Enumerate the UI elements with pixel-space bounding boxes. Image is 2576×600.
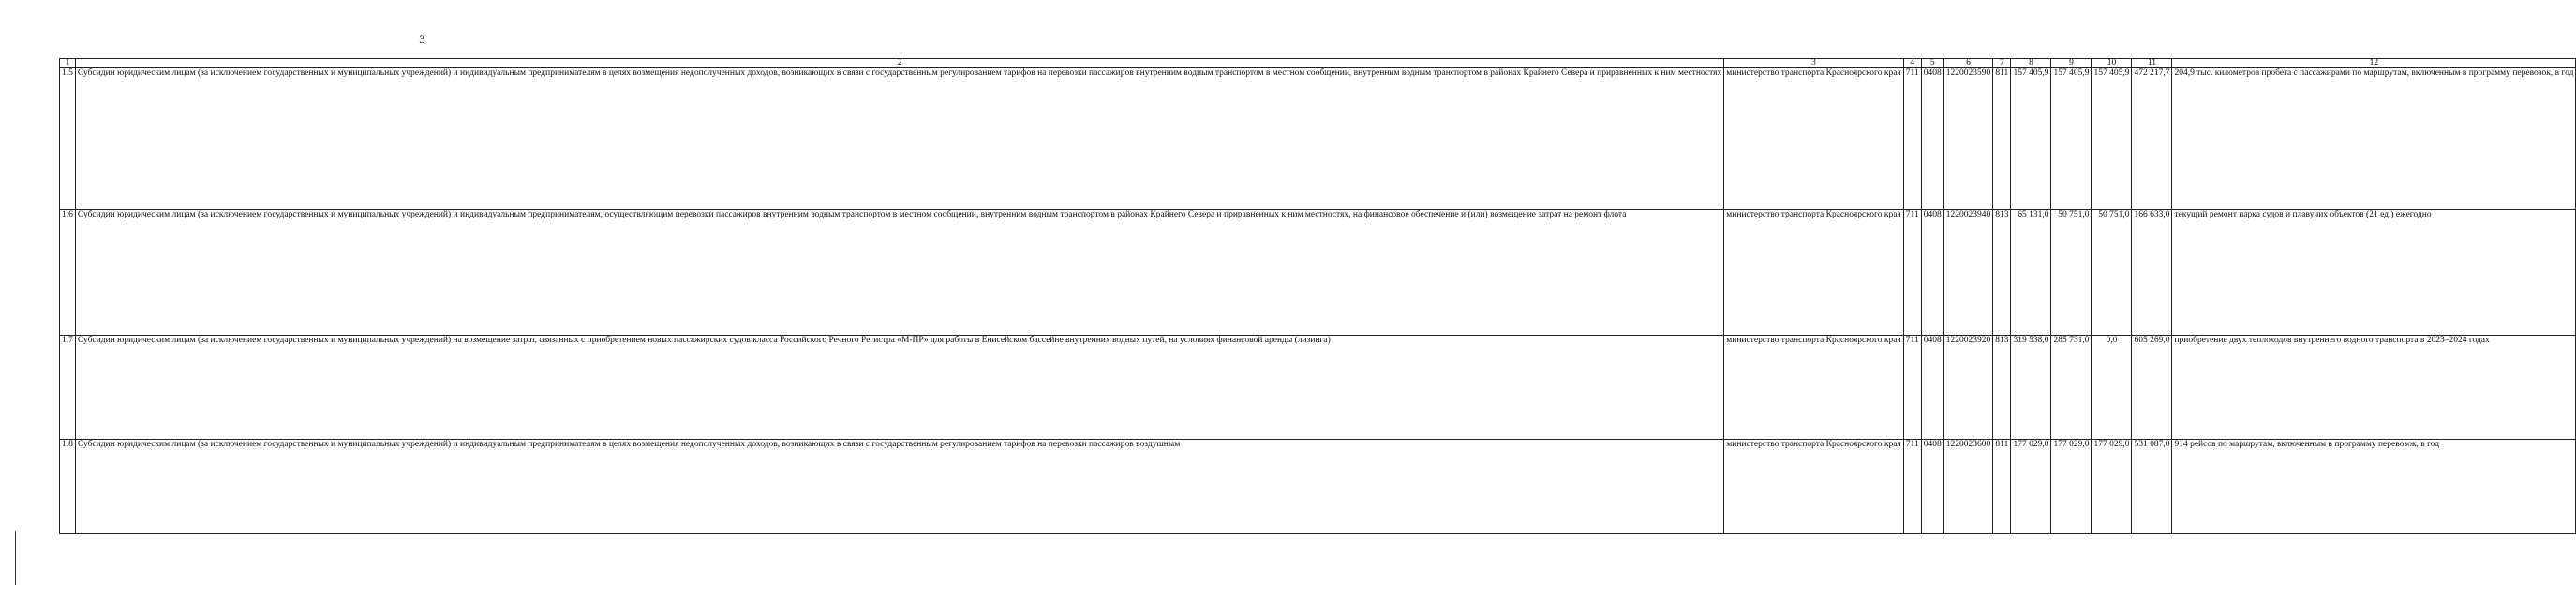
amount-year-3: 50 751,0 [2092,210,2132,336]
measure-name: Субсидии юридическим лицам (за исключением государственных и муниципальных учреждений) на возмещение затрат, связанных с приобретением новых пассажирских судов класса Российского Речного Регистра «М-ПР» для работы в Енисейском бассейне внутренних водных путей, на условиях финансовой аренды (лизинга) [75,336,1723,440]
column-header: 11 [2132,59,2172,68]
responsible-agency: министерство транспорта Красноярского края [1724,440,1904,534]
amount-total: 531 087,0 [2132,440,2172,534]
budget-table [59,58,2576,534]
column-header: 12 [2172,59,2576,68]
table-row [60,210,2576,336]
grbs-code: 711 [1903,336,1921,440]
amount-year-1: 157 405,9 [2011,68,2051,210]
section-code: 0408 [1921,336,1943,440]
table-row [60,68,2576,210]
column-header: 1 [60,59,76,68]
section-code: 0408 [1921,68,1943,210]
table-row [60,440,2576,534]
grbs-code: 711 [1903,210,1921,336]
grbs-code: 711 [1903,68,1921,210]
amount-year-2: 285 731,0 [2051,336,2092,440]
amount-year-1: 177 029,0 [2011,440,2051,534]
target-article-code: 1220023590 [1943,68,1993,210]
column-header: 5 [1921,59,1943,68]
amount-year-2: 177 029,0 [2051,440,2092,534]
amount-year-1: 319 538,0 [2011,336,2051,440]
measure-name: Субсидии юридическим лицам (за исключением государственных и муниципальных учреждений) и индивидуальным предпринимателям в целях возмещения недополученных доходов, возникающих в связи с государственным регулированием тарифов на перевозки пассажиров воздушным [75,440,1723,534]
column-header: 8 [2011,59,2051,68]
section-code: 0408 [1921,210,1943,336]
expected-result: 204,9 тыс. километров пробега с пассажирами по маршрутам, включенным в программу перевозок, в год [2172,68,2576,210]
measure-name: Субсидии юридическим лицам (за исключением государственных и муниципальных учреждений) и индивидуальным предпринимателям в целях возмещения недополученных доходов, возникающих в связи с государственным регулированием тарифов на перевозки пассажиров внутренним водным транспортом в местном сообщении, внутренним водным транспортом в районах Крайнего Севера и приравненных к ним местностях [75,68,1723,210]
responsible-agency: министерство транспорта Красноярского края [1724,336,1904,440]
column-header: 6 [1943,59,1993,68]
column-header: 2 [75,59,1723,68]
amount-year-1: 65 131,0 [2011,210,2051,336]
section-code: 0408 [1921,440,1943,534]
amount-total: 472 217,7 [2132,68,2172,210]
scan-margin-line [15,531,16,585]
expected-result: приобретение двух теплоходов внутреннего водного транспорта в 2023–2024 годах [2172,336,2576,440]
row-number: 1.5 [60,68,76,210]
column-number-row [60,59,2576,68]
amount-total: 166 633,0 [2132,210,2172,336]
measure-name: Субсидии юридическим лицам (за исключением государственных и муниципальных учреждений) и индивидуальным предпринимателям, осуществляющим перевозки пассажиров внутренним водным транспортом в местном сообщении, внутренним водным транспортом в районах Крайнего Севера и приравненных к ним местностях, на финансовое обеспечение и (или) возмещение затрат на ремонт флота [75,210,1723,336]
responsible-agency: министерство транспорта Красноярского края [1724,210,1904,336]
grbs-code: 711 [1903,440,1921,534]
amount-year-2: 157 405,9 [2051,68,2092,210]
responsible-agency: министерство транспорта Красноярского края [1724,68,1904,210]
amount-year-3: 157 405,9 [2092,68,2132,210]
row-number: 1.8 [60,440,76,534]
expected-result: текущий ремонт парка судов и плавучих объектов (21 ед.) ежегодно [2172,210,2576,336]
expense-type-code: 813 [1993,210,2011,336]
column-header: 7 [1993,59,2011,68]
amount-year-3: 0,0 [2092,336,2132,440]
row-number: 1.6 [60,210,76,336]
amount-year-2: 50 751,0 [2051,210,2092,336]
page-number: 3 [419,32,425,46]
column-header: 10 [2092,59,2132,68]
table-row [60,336,2576,440]
column-header: 3 [1724,59,1904,68]
expense-type-code: 813 [1993,336,2011,440]
expected-result: 914 рейсов по маршрутам, включенным в программу перевозок, в год [2172,440,2576,534]
amount-year-3: 177 029,0 [2092,440,2132,534]
amount-total: 605 269,0 [2132,336,2172,440]
column-header: 9 [2051,59,2092,68]
target-article-code: 1220023940 [1943,210,1993,336]
column-header: 4 [1903,59,1921,68]
target-article-code: 1220023920 [1943,336,1993,440]
row-number: 1.7 [60,336,76,440]
expense-type-code: 811 [1993,440,2011,534]
expense-type-code: 811 [1993,68,2011,210]
target-article-code: 1220023600 [1943,440,1993,534]
